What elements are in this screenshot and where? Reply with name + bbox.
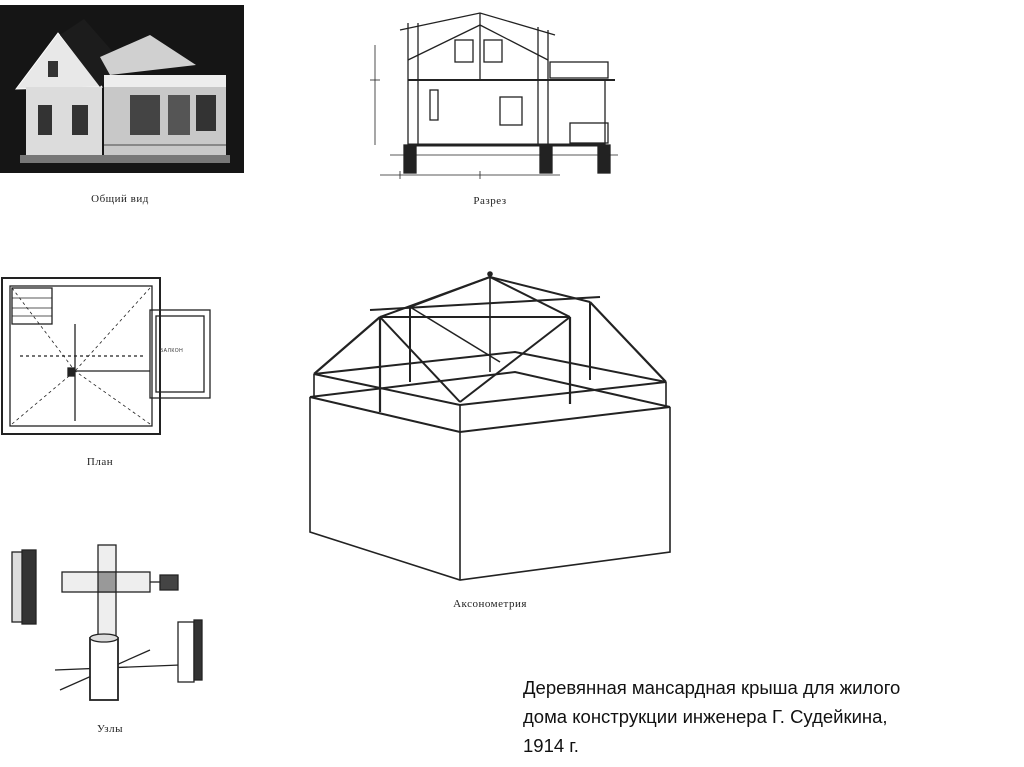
general-view-figure [0,5,244,173]
slide-caption [523,673,1003,760]
caption-line-3: 1914 г. [523,735,579,756]
section-drawing [360,5,620,185]
joints-figure [0,540,220,715]
plan-label: План [86,456,114,468]
house-photo [0,5,244,173]
axonometry-label: Аксонометрия [453,598,527,610]
joints-drawing [0,540,220,715]
plan-balcony-label: БАЛКОН [160,348,184,354]
plan-figure [0,276,215,438]
section-figure [360,5,620,185]
section-label: Разрез [473,195,507,207]
general-view-label: Общий вид [91,193,149,205]
caption-line-2: дома конструкции инженера Г. Судейкина, [523,706,888,727]
axonometry-drawing [300,262,675,592]
axonometry-figure [300,262,675,592]
plan-drawing [0,276,215,438]
caption-line-1: Деревянная мансардная крыша для жилого [523,677,901,698]
joints-label: Узлы [96,723,124,735]
